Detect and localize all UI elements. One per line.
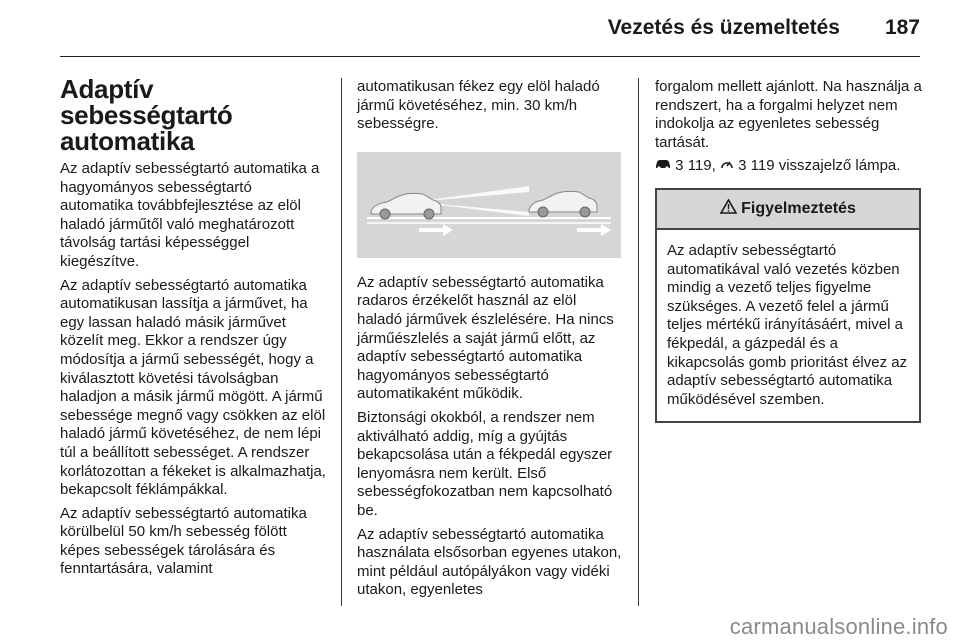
warning-text: Az adaptív sebességtartó automatikával való vezetés közben mindig a vezető teljes figyelme szükséges. A vezető felel a jármű teljes mértékű irányításáért, mivel a fékpedál, a gázpedál és a kikapcsolás gomb prioritást élvez az adaptív sebességtartó automatika működésével szemben.: [667, 241, 908, 408]
warning-header: [657, 190, 919, 230]
paragraph: forgalom mellett ajánlott. Na használja a rendszert, ha a forgalmi helyzet nem indokolja az egyenletes sebesség tartását.: [655, 78, 922, 151]
paragraph: automatikusan fékez egy elöl haladó jármű követéséhez, min. 30 km/h sebességre.: [357, 78, 600, 133]
paragraph: Az adaptív sebességtartó automatika automatikusan lassítja a járművet, ha egy lassan haladó másik járművet közelít meg. Ekkor a rendszer úgy módosítja a jármű sebességét, hogy a kiválasztott követési távolságban haladjon a másik jármű mögött. A jármű sebessége megnő vagy csökken az elöl haladó jármű követéséhez, de nem lépi túl a beállított sebességet. A rendszer korlátozottan a fékeket is alkalmazhatja, bekapcsolt féklámpákkal.: [60, 276, 326, 499]
indicator-reference: [655, 157, 923, 176]
warning-title: Figyelmeztetés: [741, 199, 856, 217]
warning-box: [655, 188, 921, 423]
paragraph: Az adaptív sebességtartó automatika a hagyományos sebességtartó automatika továbbfejlesztése az elöl haladó járműtől való meghatározott távolság tartási képességgel kiegészítve.: [60, 160, 320, 270]
page-ref-link[interactable]: 119 visszajelző lámpa.: [750, 157, 901, 175]
page-ref-link[interactable]: 119,: [687, 157, 716, 175]
column-3: [655, 78, 923, 423]
page-number: 187: [884, 16, 920, 39]
paragraph: Az adaptív sebességtartó automatika körülbelül 50 km/h sebesség fölött képes sebességek tárolására és fenntartására, valamint: [60, 504, 307, 578]
radar-illustration: [357, 152, 621, 258]
radar-illustration-graphic: [357, 152, 621, 258]
paragraph: Az adaptív sebességtartó automatika radaros érzékelőt használ az elöl haladó járművek észlelésére. Ha nincs járműészlelés a saját jármű előtt, az adaptív sebességtartó automatika hagyományos sebességtartó automatikaként működik.: [357, 273, 614, 403]
cruise-control-icon: [720, 157, 734, 176]
watermark: carmanualsonline.info: [729, 614, 948, 639]
car-icon: [655, 157, 671, 176]
column-divider: [341, 78, 342, 606]
section-title: Adaptív sebességtartó automatika: [60, 74, 233, 156]
column-divider: [638, 78, 639, 606]
page-header-title: Vezetés és üzemeltetés: [607, 16, 840, 39]
page-ref-arrow: 3: [738, 157, 747, 175]
warning-triangle-icon: [720, 199, 737, 220]
column-2: [357, 78, 625, 605]
page-ref-arrow: 3: [675, 157, 684, 175]
paragraph: Az adaptív sebességtartó automatika használata elsősorban egyenes utakon, mint például autópályákon vagy vidéki utakon, egyenletes: [357, 525, 622, 599]
column-1: [60, 76, 328, 584]
header-divider: [60, 56, 920, 57]
paragraph: Biztonsági okokból, a rendszer nem aktiválható addig, míg a gyújtás bekapcsolása után a fékpedál egyszer lenyomásra nem került. Első sebességfokozatban nem kapcsolható be.: [357, 408, 613, 519]
